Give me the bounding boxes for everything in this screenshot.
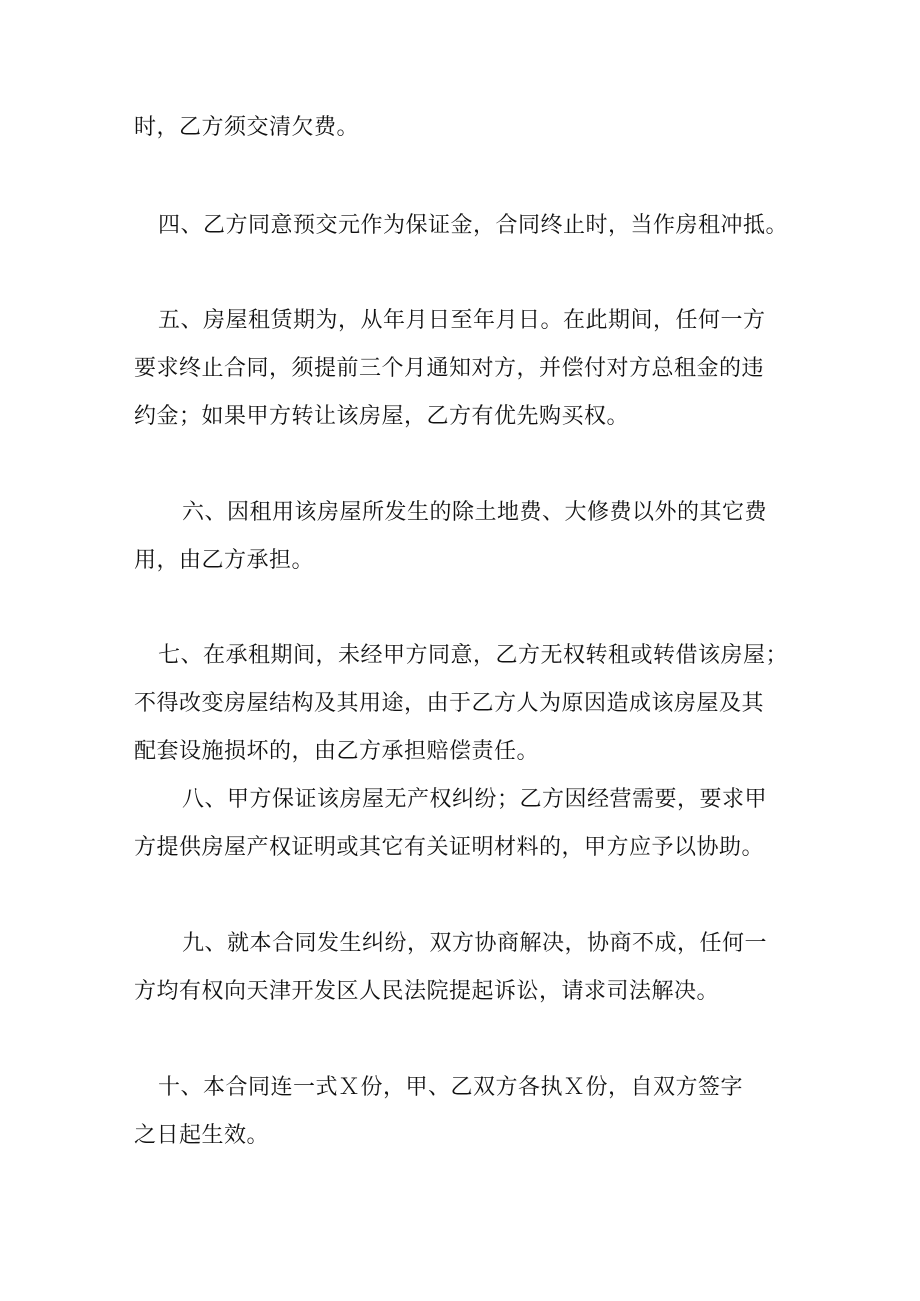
clause-5-line-1: 五、房屋租赁期为，从年月日至年月日。在此期间，任何一方 <box>158 308 766 333</box>
clause-6-line-2: 用，由乙方承担。 <box>134 548 315 573</box>
clause-5-line-3: 约金；如果甲方转让该房屋，乙方有优先购买权。 <box>134 404 630 429</box>
clause-10-line-1: 十、本合同连一式Ｘ份，甲、乙双方各执Ｘ份，自双方签字 <box>158 1075 744 1100</box>
clause-3-continuation: 时，乙方须交清欠费。 <box>134 115 360 140</box>
clause-7-line-3: 配套设施损坏的，由乙方承担赔偿责任。 <box>134 739 540 764</box>
clause-9-line-1: 九、就本合同发生纠纷，双方协商解决，协商不成，任何一 <box>182 931 768 956</box>
clause-7-line-2: 不得改变房屋结构及其用途，由于乙方人为原因造成该房屋及其 <box>134 691 765 716</box>
clause-9-line-2: 方均有权向天津开发区人民法院提起诉讼，请求司法解决。 <box>134 979 720 1004</box>
clause-10-line-2: 之日起生效。 <box>134 1123 270 1148</box>
clause-5-line-2: 要求终止合同，须提前三个月通知对方，并偿付对方总租金的违 <box>134 356 765 381</box>
clause-4: 四、乙方同意预交元作为保证金，合同终止时，当作房租冲抵。 <box>158 213 789 238</box>
clause-7-line-1: 七、在承租期间，未经甲方同意，乙方无权转租或转借该房屋； <box>158 643 789 668</box>
clause-8-line-2: 方提供房屋产权证明或其它有关证明材料的，甲方应予以协助。 <box>134 835 765 860</box>
clause-8-line-1: 八、甲方保证该房屋无产权纠纷；乙方因经营需要，要求甲 <box>182 787 768 812</box>
clause-6-line-1: 六、因租用该房屋所发生的除土地费、大修费以外的其它费 <box>182 500 768 525</box>
